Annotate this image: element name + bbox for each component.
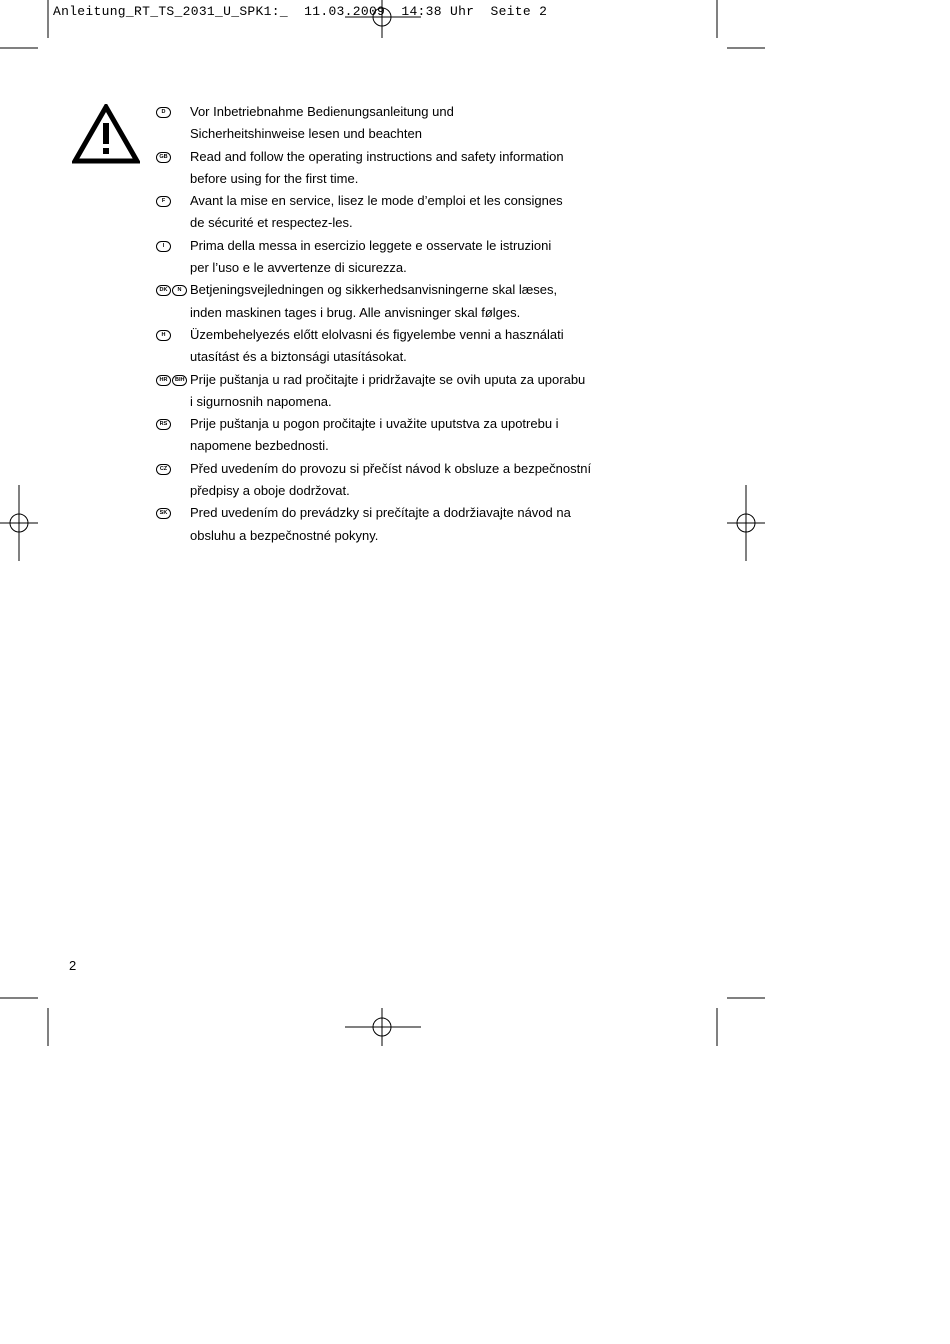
registration-mark-icon	[727, 485, 765, 561]
instruction-text-line: de sécurité et respectez-les.	[190, 215, 353, 231]
safety-instructions-list	[156, 101, 616, 547]
language-codes	[156, 196, 171, 207]
language-codes	[156, 464, 171, 475]
instruction-text-line: utasítást és a biztonsági utasításokat.	[190, 349, 407, 365]
language-codes	[156, 419, 171, 430]
instruction-text-line: Pred uvedením do prevádzky si prečítajte a dodržiavajte návod na	[190, 505, 571, 521]
instruction-text-line: Před uvedením do provozu si přečíst návod k obsluze a bezpečnostní	[190, 460, 592, 476]
language-codes	[156, 107, 171, 118]
instruction-text-line: Sicherheitshinweise lesen und beachten	[190, 126, 422, 142]
instruction-text-line: before using for the first time.	[190, 170, 359, 186]
instruction-text-line: Prima della messa in esercizio leggete e osservate le istruzioni	[190, 237, 552, 253]
language-code-badge: I	[156, 241, 171, 252]
instruction-entry	[156, 324, 616, 369]
instruction-entry	[156, 101, 616, 146]
instruction-text-line: per l’uso e le avvertenze di sicurezza.	[190, 260, 407, 276]
language-codes	[156, 508, 171, 519]
page-number: 2	[69, 958, 77, 973]
registration-mark-icon	[345, 0, 421, 38]
language-code-badge: GB	[156, 152, 171, 163]
language-code-badge: DK	[156, 285, 171, 296]
instruction-text-line: Betjeningsvejledningen og sikkerhedsanvisningerne skal læses,	[190, 282, 558, 298]
instruction-text-line: napomene bezbednosti.	[190, 438, 329, 454]
language-code-badge: SK	[156, 508, 171, 519]
registration-mark-icon	[345, 1008, 421, 1046]
instruction-text-line: předpisy a oboje dodržovat.	[190, 483, 350, 499]
language-code-badge: D	[156, 107, 171, 118]
instruction-text-line: Avant la mise en service, lisez le mode d’emploi et les consignes	[190, 193, 563, 209]
instruction-entry	[156, 190, 616, 235]
language-codes	[156, 152, 171, 163]
print-header: Anleitung_RT_TS_2031_U_SPK1:_ 11.03.2009 14:38 Uhr Seite 2	[53, 4, 548, 19]
language-code-badge: H	[156, 330, 171, 341]
language-codes	[156, 285, 187, 296]
instruction-entry	[156, 279, 616, 324]
instruction-entry	[156, 369, 616, 414]
instruction-text-line: i sigurnosnih napomena.	[190, 393, 332, 409]
instruction-entry	[156, 235, 616, 280]
instruction-text-line: Prije puštanja u pogon pročitajte i uvažite uputstva za upotrebu i	[190, 416, 559, 432]
instruction-text-line: Read and follow the operating instructions and safety information	[190, 148, 564, 164]
instruction-text-line: Üzembehelyezés előtt elolvasni és figyelembe venni a használati	[190, 326, 564, 342]
language-code-badge: BIH	[172, 375, 187, 386]
language-codes	[156, 241, 171, 252]
registration-mark-icon	[0, 485, 38, 561]
language-code-badge: CZ	[156, 464, 171, 475]
instruction-entry	[156, 502, 616, 547]
language-codes	[156, 330, 171, 341]
instruction-entry	[156, 458, 616, 503]
instruction-text-line: inden maskinen tages i brug. Alle anvisninger skal følges.	[190, 304, 521, 320]
language-code-badge: F	[156, 196, 171, 207]
instruction-entry	[156, 146, 616, 191]
warning-triangle-icon	[72, 104, 140, 164]
language-code-badge: N	[172, 285, 187, 296]
instruction-text-line: obsluhu a bezpečnostné pokyny.	[190, 527, 379, 543]
language-code-badge: HR	[156, 375, 171, 386]
instruction-entry	[156, 413, 616, 458]
language-code-badge: RS	[156, 419, 171, 430]
instruction-text-line: Vor Inbetriebnahme Bedienungsanleitung und	[190, 104, 454, 119]
instruction-text-line: Prije puštanja u rad pročitajte i pridržavajte se ovih uputa za uporabu	[190, 371, 586, 387]
language-codes	[156, 375, 187, 386]
